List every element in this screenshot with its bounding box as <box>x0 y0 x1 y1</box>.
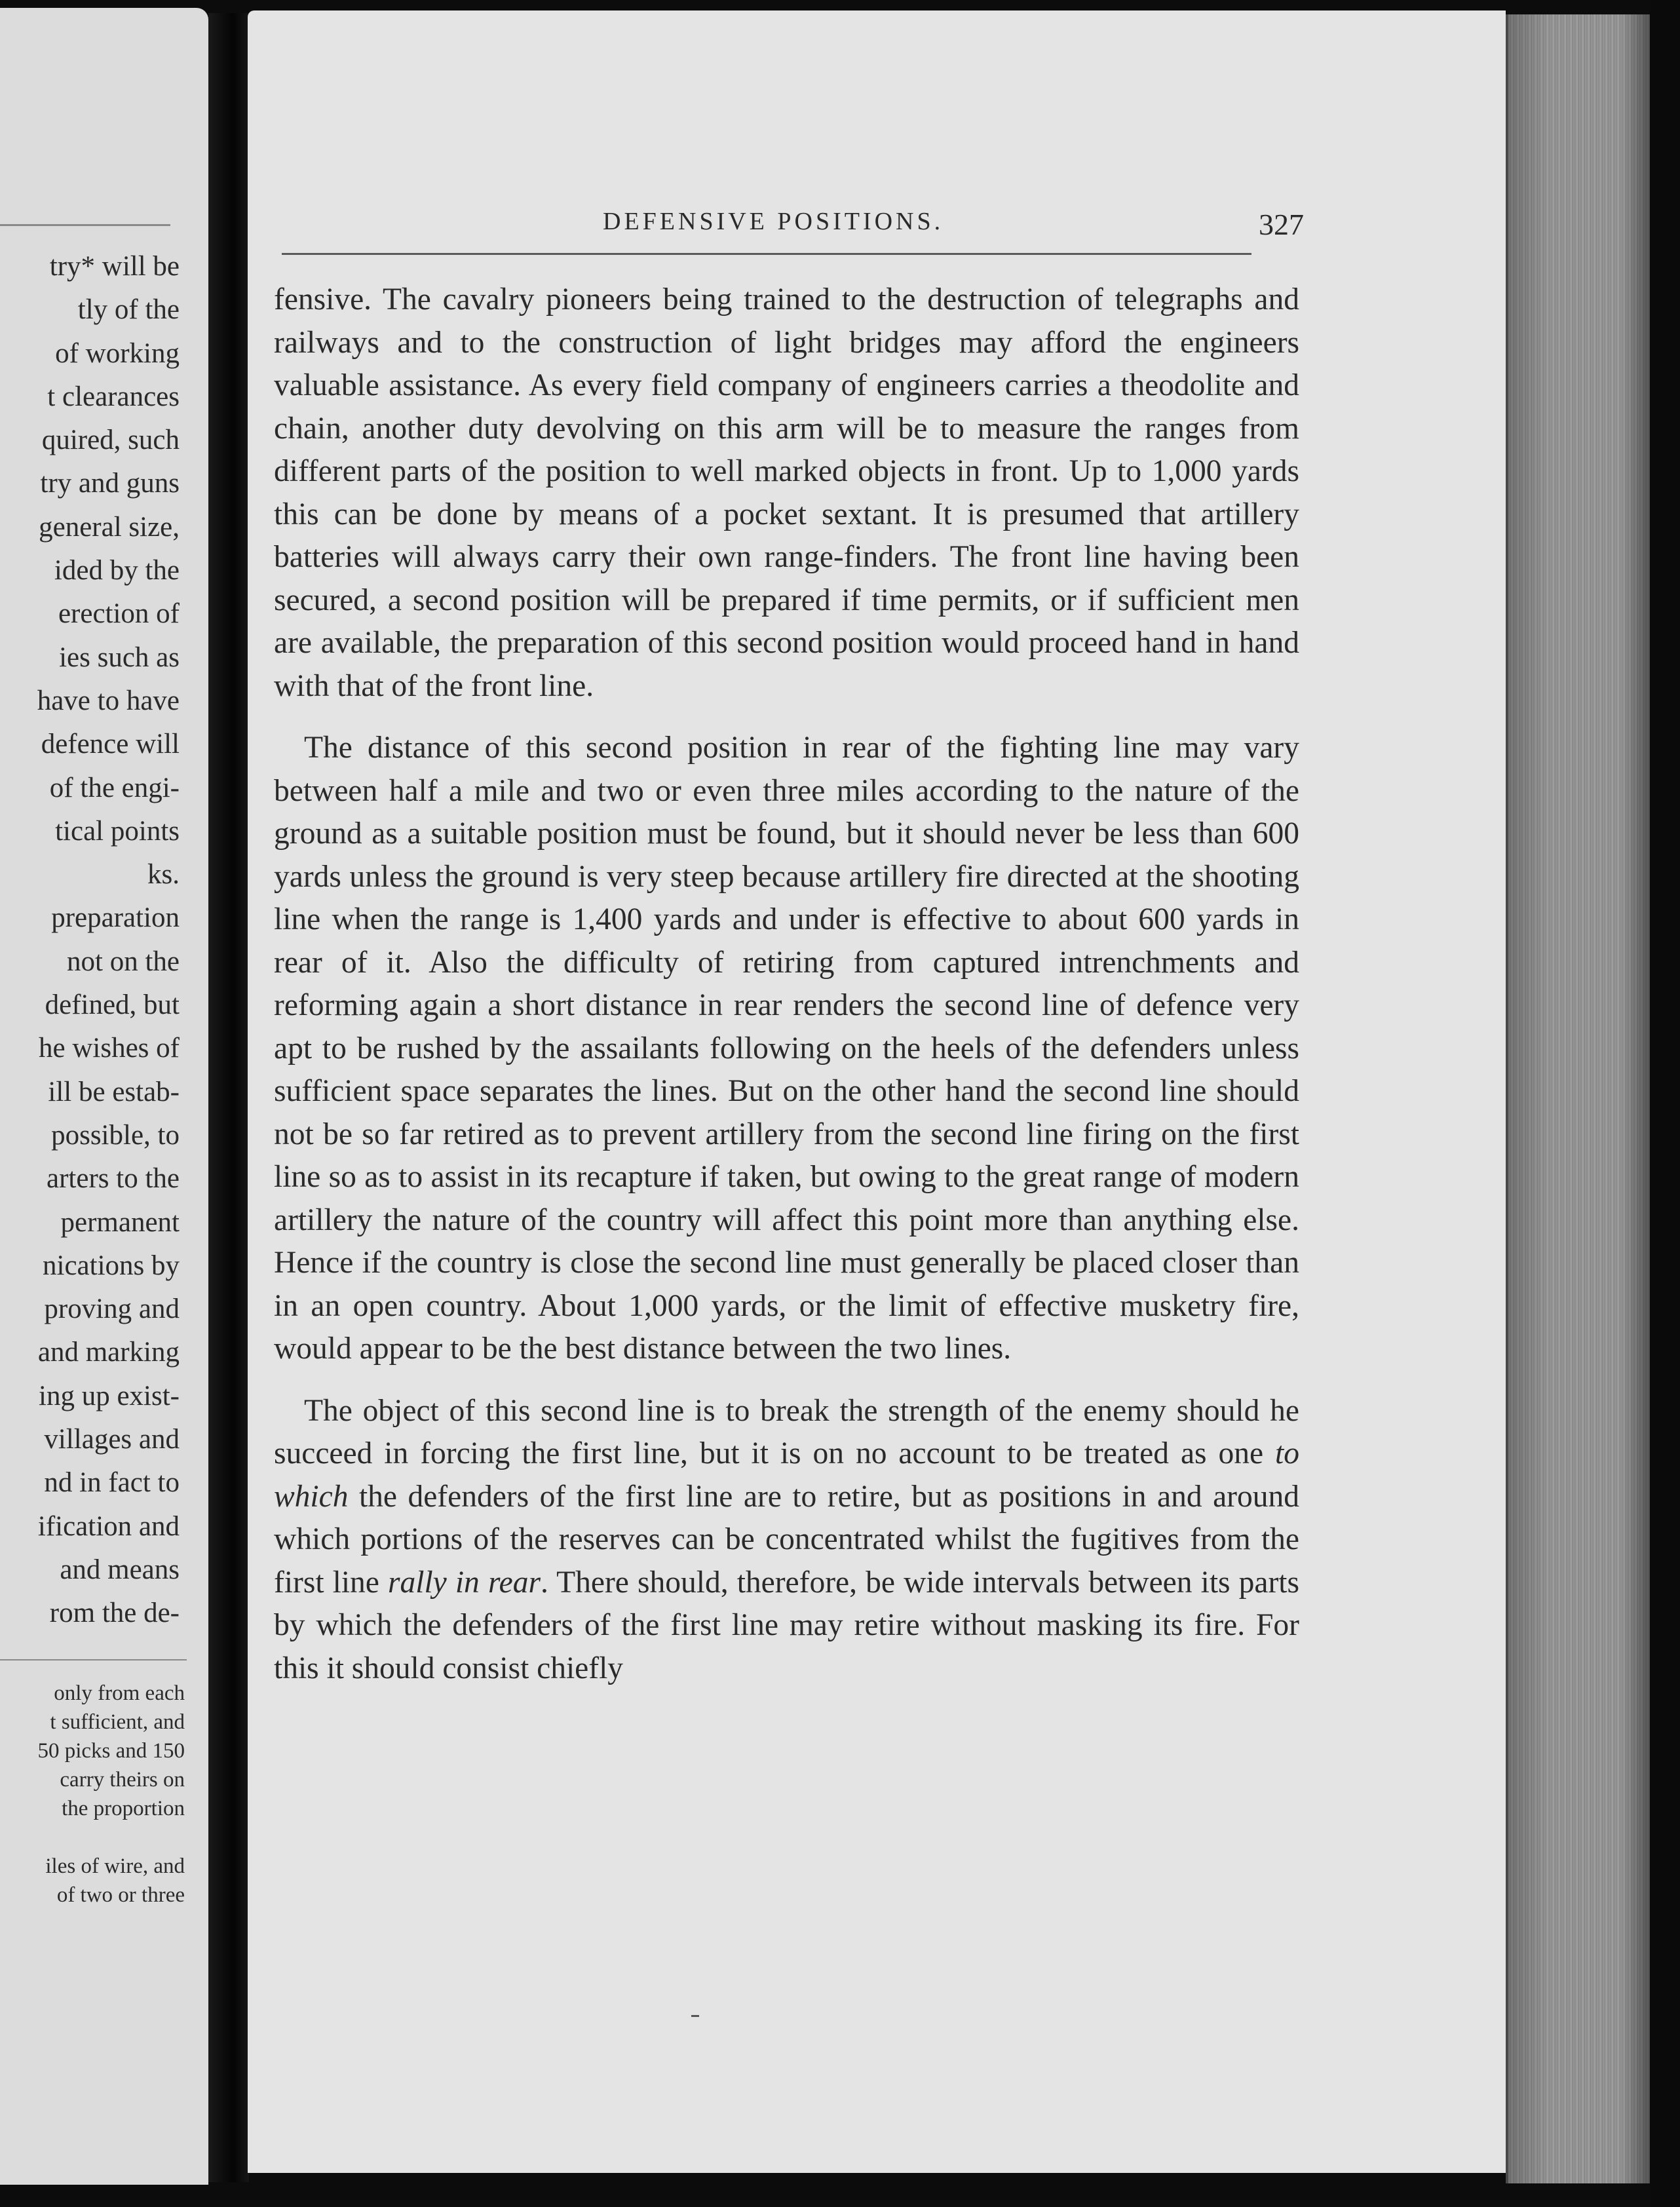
facing-line: he wishes of <box>39 1033 180 1064</box>
facing-line: rom the de- <box>49 1598 180 1629</box>
footnote-line: t sufficient, and <box>50 1710 185 1734</box>
facing-line: nd in fact to <box>44 1467 180 1499</box>
page-mark <box>691 2015 699 2017</box>
facing-line: ification and <box>37 1510 180 1542</box>
paragraph-text: The object of this second line is to break the strength of the enemy should he succeed in forcing the first line, but it is on no account to be treated as one <box>274 1393 1299 1470</box>
facing-page-rule <box>0 224 170 226</box>
facing-line: possible, to <box>51 1119 180 1151</box>
running-head: DEFENSIVE POSITIONS. <box>603 208 944 235</box>
facing-line: try* will be <box>49 251 180 282</box>
facing-line: ks. <box>147 859 180 891</box>
facing-line: try and guns <box>40 468 180 499</box>
facing-line: quired, such <box>41 425 180 456</box>
facing-line: arters to the <box>47 1163 180 1195</box>
facing-line: tical points <box>55 815 180 847</box>
paragraph-text: . There should, therefore, be wide intervals between its parts by which the defenders of the first line may retire without masking its fire. For this it should consist chiefly <box>274 1565 1299 1685</box>
page-number: 327 <box>1259 208 1304 241</box>
footnote-line: only from each <box>54 1681 185 1705</box>
facing-line: proving and <box>44 1294 180 1325</box>
facing-line: preparation <box>51 902 180 934</box>
footnote-line: the proportion <box>62 1797 185 1820</box>
paragraph <box>274 1390 1299 1691</box>
page-body <box>274 278 1299 1690</box>
page-edges-shade <box>1506 14 1650 2183</box>
facing-line: of the engi- <box>49 772 180 803</box>
footnote-line: 50 picks and 150 <box>37 1739 185 1763</box>
facing-line: and marking <box>37 1337 180 1368</box>
facing-line: nications by <box>43 1250 180 1281</box>
header-rule <box>282 253 1251 255</box>
footnote-line: of two or three <box>56 1883 185 1907</box>
paragraph: The distance of this second position in rear of the fighting line may vary between half a mile and two or even three miles according to the nature of the ground as a suitable position must be found, but it should never be less than 600 yards unless the ground is very steep because artillery fire directed at the shooting line when the range is 1,400 yards and under is effective to about 600 yards in rear of it. Also the difficulty of retiring from captured intrenchments and reforming again a short distance in rear renders the second line of defence very apt to be rushed by the assailants following on the heels of the defenders unless sufficient space separates the lines. But on the other hand the second line should not be so far retired as to prevent artillery from the second line firing on the first line so as to assist in its recapture if taken, but owing to the great range of modern artillery the nature of the country will affect this point more than anything else. Hence if the country is close the second line must generally be placed closer than in an open country. About 1,000 yards, or the limit of effective musketry fire, would appear to be the best distance between the two lines. <box>274 731 1299 1366</box>
facing-line: defined, but <box>45 989 180 1021</box>
facing-line: ing up exist- <box>39 1380 180 1411</box>
footnote-gap <box>0 1823 185 1852</box>
facing-line: ies such as <box>59 642 180 673</box>
facing-line: defence will <box>41 729 180 760</box>
facing-line: and means <box>60 1554 180 1585</box>
facing-line: general size, <box>39 511 180 543</box>
facing-line: ill be estab- <box>48 1076 180 1107</box>
facing-line: villages and <box>44 1424 180 1455</box>
italic-text: rally in rear <box>388 1565 541 1600</box>
facing-line: tly of the <box>77 294 180 326</box>
background-edge <box>1650 0 1680 2207</box>
facing-line: erection of <box>58 598 180 630</box>
facing-line: t clearances <box>47 381 180 412</box>
facing-footnote <box>0 1679 185 1910</box>
facing-line: have to have <box>37 685 180 716</box>
book-gutter <box>208 13 249 2182</box>
italic-text: to which <box>274 1436 1299 1514</box>
facing-line: of working <box>55 337 180 369</box>
footnote-line: carry theirs on <box>60 1768 185 1792</box>
facing-line: permanent <box>60 1206 180 1238</box>
facing-page-text <box>0 245 180 1636</box>
page-header <box>282 207 1304 259</box>
paragraph-text: the defenders of the first line are to retire, but as positions in and around which portions of the reserves can be concentrated whilst the fugitives from the first line <box>274 1479 1299 1600</box>
paragraph: fensive. The cavalry pioneers being trained to the destruction of telegraphs and railways and to the construction of light bridges may afford the engineers valuable assistance. As every field company of engineers carries a theodolite and chain, another duty devolving on this arm will be to measure the ranges from different parts of the position to well marked objects in front. Up to 1,000 yards this can be done by means of a pocket sextant. It is presumed that artillery batteries will always carry their own range-finders. The front line having been secured, a second position will be prepared if time permits, or if sufficient men are available, the preparation of this second position would proceed hand in hand with that of the front line. <box>274 282 1299 703</box>
facing-line: ided by the <box>54 555 180 586</box>
footnote-rule <box>0 1659 187 1660</box>
facing-line: not on the <box>67 946 180 977</box>
facing-page <box>0 8 208 2185</box>
footnote-line: iles of wire, and <box>45 1854 185 1878</box>
